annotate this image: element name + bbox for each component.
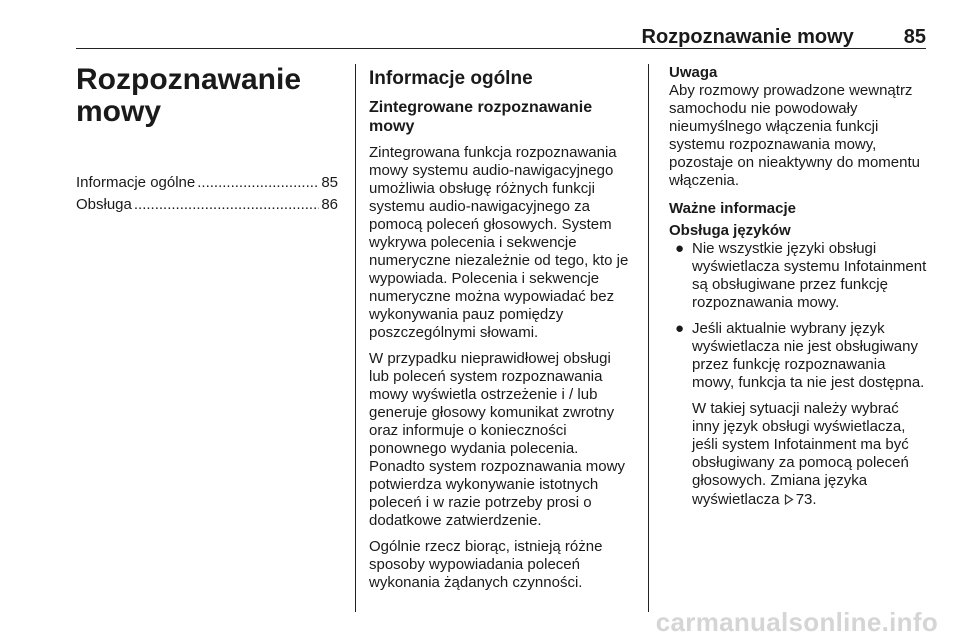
body-paragraph: W przypadku nieprawidłowej obsługi lub poleceń system rozpoznawania mowy wyświetla ostrzeżenie i / lub generuje głosowy komunikat zwrotny oraz informuje o konieczności ponownego wydania polecenia. Ponadto system rozpoznawania mowy potwierdza wykonywanie istotnych poleceń i w razie potrzeby prosi o dodatkowe zatwierdzenie. bbox=[369, 350, 625, 529]
column-divider bbox=[355, 64, 356, 612]
info-column bbox=[669, 64, 927, 509]
chapter-title: Rozpoznawanie mowy bbox=[76, 63, 302, 128]
toc-leader-dots bbox=[134, 194, 319, 216]
bullet-icon: ● bbox=[675, 320, 685, 337]
running-header-title: Rozpoznawanie mowy bbox=[641, 26, 854, 48]
topic-heading: Obsługa języków bbox=[669, 222, 791, 239]
toc-entry-page[interactable]: 86 bbox=[321, 196, 338, 213]
toc-column bbox=[76, 64, 338, 216]
body-paragraph: Ogólnie rzecz biorąc, istnieją różne sposoby wypowiadania poleceń wykonania żądanych czynności. bbox=[369, 538, 603, 591]
subsection-title: Zintegrowane rozpoznawanie mowy bbox=[369, 99, 593, 135]
continuation-text: W takiej sytuacji należy wybrać inny język obsługi wyświetlacza, jeśli system Infotainment ma być obsługiwany za pomocą poleceń głosowych. Zmiana języka wyświetlacza bbox=[692, 400, 909, 508]
important-heading: Ważne informacje bbox=[669, 200, 796, 217]
bullet-icon: ● bbox=[675, 240, 685, 257]
main-text-column bbox=[369, 64, 631, 600]
continuation-paragraph bbox=[692, 400, 927, 509]
section-title: Informacje ogólne bbox=[369, 68, 533, 89]
page-reference-icon[interactable] bbox=[784, 490, 794, 508]
list-item-text: Jeśli aktualnie wybrany język wyświetlacza nie jest obsługiwany przez funkcję rozpoznawania mowy, funkcja ta nie jest dostępna. bbox=[692, 320, 925, 391]
toc-entry[interactable] bbox=[76, 172, 338, 194]
toc-entry[interactable] bbox=[76, 194, 338, 216]
body-paragraph: Zintegrowana funkcja rozpoznawania mowy systemu audio-nawigacyjnego umożliwia obsługę różnych funkcji systemu audio-nawigacyjnego za pomocą poleceń głosowych. System wykrywa polecenia i sekwencje numeryczne niezależnie od tego, kto je wypowiada. Polecenia i sekwencje numeryczne można wypowiadać bez wykonywania pauz pomiędzy poszczególnymi słowami. bbox=[369, 144, 629, 341]
list-item bbox=[669, 320, 927, 392]
running-header bbox=[76, 26, 926, 50]
note-text: Aby rozmowy prowadzone wewnątrz samochodu nie powodowały nieumyślnego włączenia funkcji systemu rozpoznawania mowy, pozostaje on nieaktywny do momentu włączenia. bbox=[669, 82, 920, 189]
list-item bbox=[669, 240, 927, 312]
list-item-text: Nie wszystkie języki obsługi wyświetlacza systemu Infotainment są obsługiwane przez funkcję rozpoznawania mowy. bbox=[692, 240, 927, 311]
toc-entry-page[interactable]: 85 bbox=[321, 174, 338, 191]
watermark: carmanualsonline.info bbox=[655, 607, 938, 637]
page-reference-link[interactable]: 73. bbox=[795, 491, 817, 508]
header-rule bbox=[76, 48, 926, 49]
column-divider bbox=[648, 64, 649, 612]
toc-entry-label[interactable]: Informacje ogólne bbox=[76, 174, 196, 191]
note-label: Uwaga bbox=[669, 64, 718, 81]
toc-entry-label[interactable]: Obsługa bbox=[76, 196, 132, 213]
toc-leader-dots bbox=[197, 172, 319, 194]
bullet-list bbox=[669, 240, 927, 392]
page-number: 85 bbox=[903, 26, 926, 48]
